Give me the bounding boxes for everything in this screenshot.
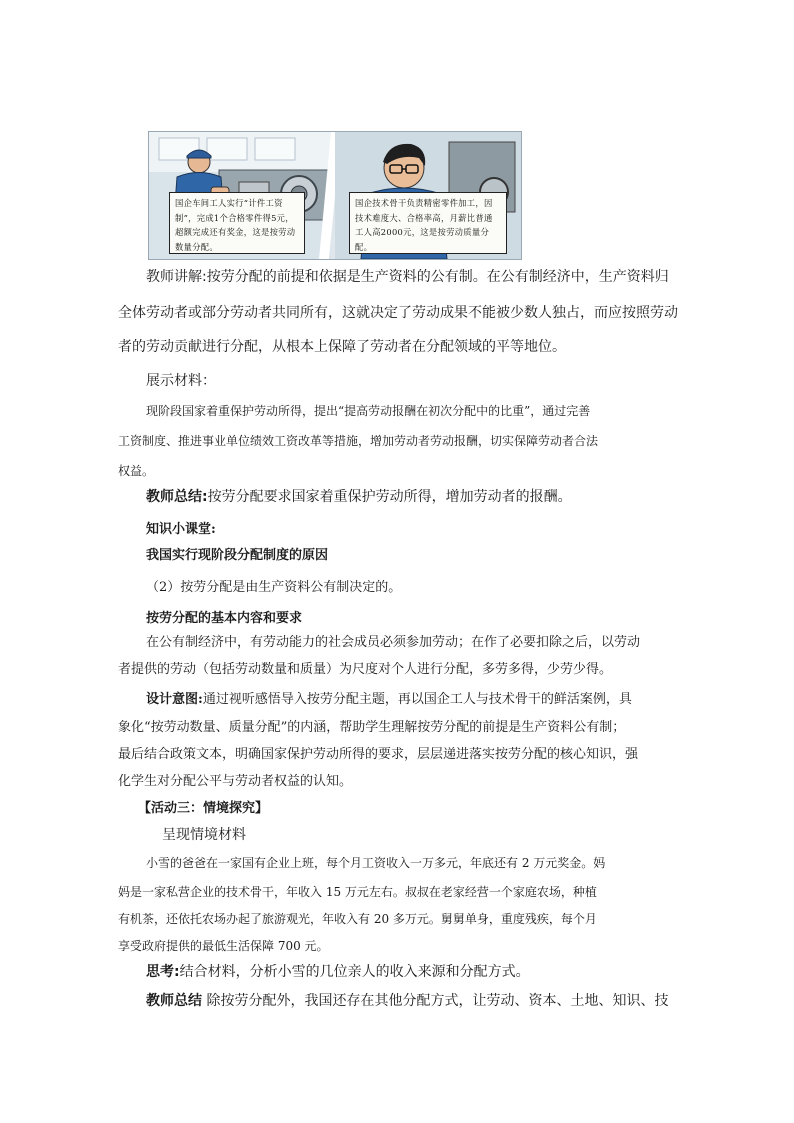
teacher-explanation-label: 教师讲解: — [146, 269, 207, 285]
design-intent-line-4: 化学生对分配公平与劳动者权益的认知。 — [118, 774, 353, 789]
material-line-1: 现阶段国家着重保护劳动所得，提出“提高劳动报酬在初次分配中的比重”，通过完善 — [146, 404, 591, 418]
basic-content-heading: 按劳分配的基本内容和要求 — [146, 611, 303, 626]
basic-content-line-1: 在公有制经济中，有劳动能力的社会成员必须参加劳动；在作了必要扣除之后，以劳动 — [146, 635, 641, 650]
comic-caption-technician: 国企技术骨干负责精密零件加工，因技术难度大、合格率高，月薪比普通工人高2000元，这是按劳动质量分配。 — [349, 192, 507, 254]
think-label: 思考: — [146, 964, 180, 980]
design-intent-line-3: 最后结合政策文本，明确国家保护劳动所得的要求，层层递进落实按劳分配的核心知识，强 — [118, 747, 639, 762]
material-line-3: 权益。 — [118, 464, 155, 478]
teacher-explanation-line-3: 者的劳动贡献进行分配，从根本上保障了劳动者在分配领域的平等地位。 — [118, 339, 566, 355]
scenario-line-3: 有机茶，还依托农场办起了旅游观光，年收入有 20 多万元。舅舅单身，重度残疾，每个月 — [118, 912, 597, 926]
teacher-summary-1: 教师总结:按劳分配要求国家着重保护劳动所得，增加劳动者的报酬。 — [146, 489, 572, 505]
knowledge-classroom-heading: 知识小课堂: — [146, 522, 216, 537]
distribution-reason-heading: 我国实行现阶段分配制度的原因 — [146, 548, 329, 563]
think-question: 思考:结合材料，分析小雪的几位亲人的收入来源和分配方式。 — [146, 964, 530, 980]
teacher-summary-2: 教师总结 除按劳分配外，我国还存在其他分配方式，让劳动、资本、土地、知识、技 — [146, 993, 669, 1009]
teacher-explanation-line-2: 全体劳动者或部分劳动者共同所有，这就决定了劳动成果不能被少数人独占，而应按照劳动 — [118, 305, 678, 321]
teacher-summary-2-label: 教师总结 — [146, 993, 202, 1009]
scenario-line-4: 享受政府提供的最低生活保障 700 元。 — [118, 939, 329, 953]
comic-caption-worker: 国企车间工人实行“计件工资制”，完成1个合格零件得5元，超额完成还有奖金，这是按劳动数量分配。 — [169, 192, 305, 254]
teacher-explanation-line-1: 教师讲解:按劳分配的前提和依据是生产资料的公有制。在公有制经济中，生产资料归 — [146, 269, 669, 285]
scenario-material-heading: 呈现情境材料 — [162, 827, 246, 843]
teacher-summary-label: 教师总结: — [146, 489, 208, 505]
activity-three-heading: 【活动三：情境探究】 — [138, 801, 269, 816]
distribution-reason-item-2: （2）按劳分配是由生产资料公有制决定的。 — [146, 580, 402, 595]
show-material-heading: 展示材料： — [146, 373, 216, 389]
design-intent-label: 设计意图: — [146, 692, 203, 707]
scenario-line-2: 妈是一家私营企业的技术骨干，年收入 15 万元左右。叔叔在老家经营一个家庭农场，种植 — [118, 885, 597, 899]
design-intent-line-2: 象化“按劳动数量、质量分配”的内涵，帮助学生理解按劳分配的前提是生产资料公有制； — [118, 720, 626, 735]
comic-illustration — [148, 131, 522, 260]
basic-content-line-2: 者提供的劳动（包括劳动数量和质量）为尺度对个人进行分配，多劳多得，少劳少得。 — [118, 662, 613, 677]
scenario-line-1: 小雪的爸爸在一家国有企业上班，每个月工资收入一万多元，年底还有 2 万元奖金。妈 — [146, 856, 606, 870]
material-line-2: 工资制度、推进事业单位绩效工资改革等措施，增加劳动者劳动报酬，切实保障劳动者合法 — [118, 434, 599, 448]
design-intent-line-1: 设计意图:通过视听感悟导入按劳分配主题，再以国企工人与技术骨干的鲜活案例，具 — [146, 692, 632, 707]
